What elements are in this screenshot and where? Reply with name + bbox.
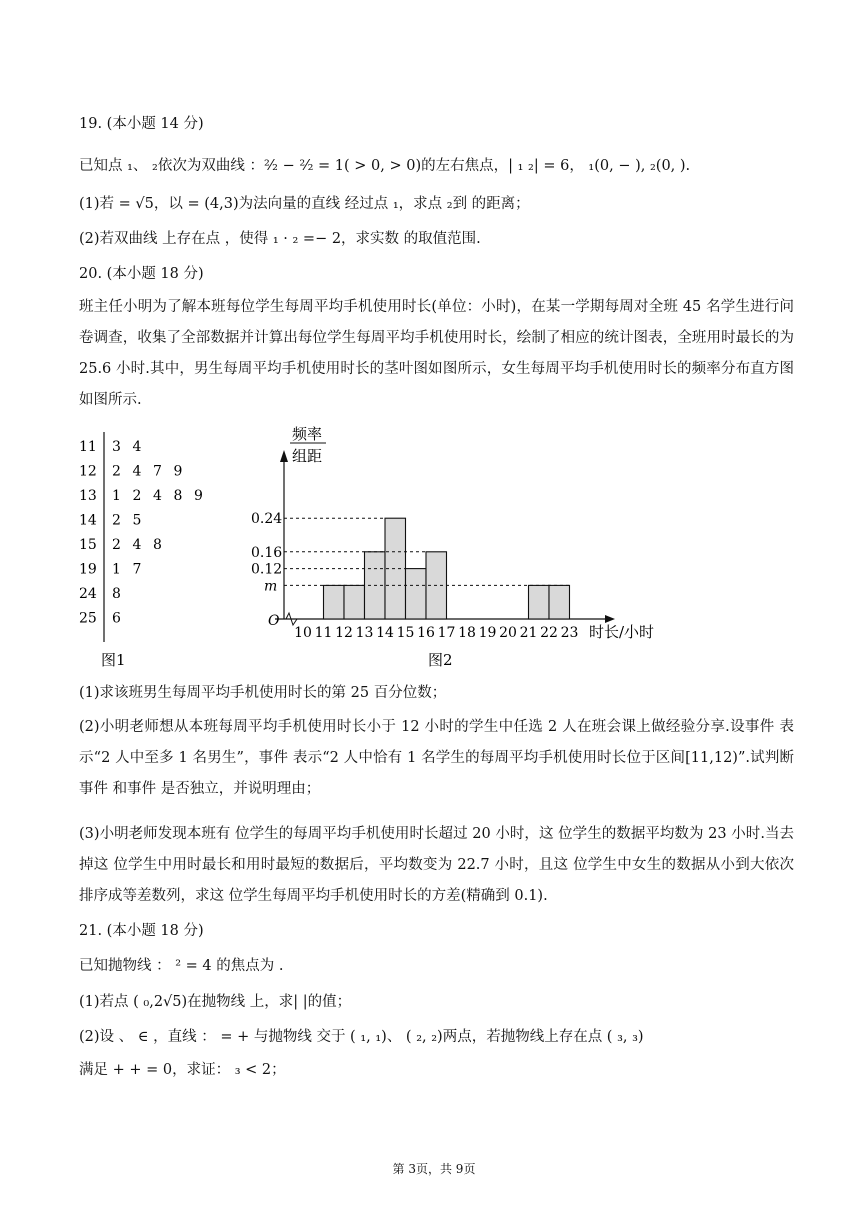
x-tick-label: 15: [396, 625, 415, 641]
histogram-bar: [344, 585, 365, 619]
q21-part2b: 满足 + + = 0，求证： ₃ < 2；: [79, 1062, 286, 1078]
stem-value: 14: [79, 512, 97, 529]
x-tick-label: 12: [335, 625, 353, 641]
histogram-bar: [406, 569, 427, 619]
stem-value: 11: [79, 439, 97, 455]
leaf-value: 9: [194, 488, 203, 504]
y-tick-label: 0.12: [251, 561, 283, 578]
leaf-value: 2: [112, 537, 121, 553]
q20-part2: (2)小明老师想从本班每周平均手机使用时长小于 12 小时的学生中任选 2 人在班会课上做经验分享.设事件 表示“2 人中至多 1 名男生”，事件 表示“2 人中恰有 1 名学生的每周平均手机使用时长位于区间[11,12)”.试判断事件 和事件 是否独立，并说明理由；: [79, 719, 794, 797]
x-axis-arrow: [605, 615, 615, 623]
stem-leaf-plot: [79, 439, 203, 627]
x-tick-label: 19: [478, 625, 497, 641]
q19-heading: 19. (本小题 14 分): [79, 116, 204, 132]
q20-heading: 20. (本小题 18 分): [79, 266, 204, 282]
x-tick-label: 16: [417, 625, 435, 641]
stem-value: 24: [79, 586, 97, 602]
q21-part1: (1)若点 ( ₀,2√5)在抛物线 上，求| |的值；: [79, 994, 352, 1010]
leaf-value: 4: [132, 537, 142, 553]
y-tick-label: 0.24: [251, 511, 283, 528]
x-tick-label: 18: [458, 625, 476, 641]
leaf-value: 8: [112, 586, 121, 602]
y-tick-label: 0.16: [251, 544, 283, 561]
q19-part2: (2)若双曲线 上存在点 ，使得 ₁ · ₂ =− 2，求实数 的取值范围.: [79, 231, 481, 247]
q20-part1: (1)求该班男生每周平均手机使用时长的第 25 百分位数；: [79, 685, 447, 701]
q21-heading: 21. (本小题 18 分): [79, 923, 204, 939]
origin-label: O: [268, 613, 280, 629]
y-label-bottom: 组距: [292, 447, 323, 465]
leaf-value: 4: [132, 439, 142, 455]
leaf-value: 9: [173, 463, 183, 480]
leaf-value: 7: [153, 463, 162, 480]
histogram: [251, 425, 654, 669]
stem-value: 25: [79, 610, 97, 627]
x-tick-label: 17: [437, 625, 456, 641]
leaf-value: 1: [112, 561, 121, 578]
leaf-value: 7: [132, 561, 142, 578]
q21-given: 已知抛物线 ： ² = 4 的焦点为 .: [79, 958, 284, 974]
x-tick-label: 21: [519, 625, 538, 641]
leaf-value: 8: [173, 488, 183, 504]
stem-value: 12: [79, 463, 97, 480]
stem-value: 15: [79, 537, 97, 553]
stem-value: 19: [79, 561, 97, 578]
leaf-value: 4: [153, 488, 162, 504]
q19-part1: (1)若 = √5，以 = (4,3)为法向量的直线 经过点 ₁，求点 ₂到 的距离；: [79, 196, 530, 212]
q20-intro: 班主任小明为了解本班每位学生每周平均手机使用时长(单位：小时)，在某一学期每周对全班 45 名学生进行问卷调查，收集了全部数据并计算出每位学生每周平均手机使用时长，绘制了相应的统计图表，全班用时最长的为 25.6 小时.其中，男生每周平均手机使用时长的茎叶图如图所示，女生每周平均手机使用时长的频率分布直方图如图所示.: [79, 299, 794, 408]
y-label-top: 频率: [292, 425, 323, 443]
leaf-value: 4: [132, 463, 142, 480]
leaf-value: 3: [112, 439, 121, 455]
leaf-value: 8: [153, 537, 162, 553]
q19-given: 已知点 ₁、 ₂依次为双曲线 ：²⁄₂ − ²⁄₂ = 1( > 0, > 0)的左右焦点，| ₁ ₂| = 6， ₁(0, − ), ₂(0, ).: [79, 158, 691, 174]
histogram-bar: [529, 585, 550, 619]
histogram-caption: 图2: [428, 651, 453, 669]
x-tick-label: 13: [355, 625, 374, 641]
x-tick-label: 14: [376, 625, 394, 641]
leaf-value: 6: [112, 610, 121, 627]
leaf-value: 2: [132, 488, 142, 504]
q21-part2a: (2)设 、 ∈ ，直线 ： = + 与抛物线 交于 ( ₁, ₁)、 ( ₂, ₂)两点，若抛物线上存在点 ( ₃, ₃): [79, 1029, 644, 1045]
histogram-bar: [549, 585, 570, 619]
leaf-value: 5: [132, 512, 142, 529]
leaf-value: 2: [112, 463, 121, 480]
x-tick-label: 23: [560, 625, 579, 641]
stem-value: 13: [79, 488, 97, 504]
x-tick-label: 20: [499, 625, 517, 641]
y-tick-label: m: [264, 578, 278, 595]
x-tick-label: 10: [294, 625, 312, 641]
leaf-value: 1: [112, 488, 121, 504]
x-tick-label: 22: [540, 625, 558, 641]
page-footer: 第 3页，共 9页: [392, 1162, 476, 1176]
x-axis-label: 时长/小时: [589, 623, 655, 641]
x-tick-label: 11: [314, 625, 333, 641]
q20-part3: (3)小明老师发现本班有 位学生的每周平均手机使用时长超过 20 小时，这 位学生的数据平均数为 23 小时.当去掉这 位学生中用时最长和用时最短的数据后，平均数变为 22.7 小时，且这 位学生中女生的数据从小到大依次排序成等差数列，求这 位学生每周平均手机使用时长的方差(精确到 0.1).: [79, 826, 794, 904]
figures: [0, 420, 868, 675]
histogram-bar: [324, 585, 345, 619]
stem-leaf-caption: 图1: [101, 651, 126, 669]
y-axis-arrow: [280, 450, 288, 462]
leaf-value: 2: [112, 512, 121, 529]
